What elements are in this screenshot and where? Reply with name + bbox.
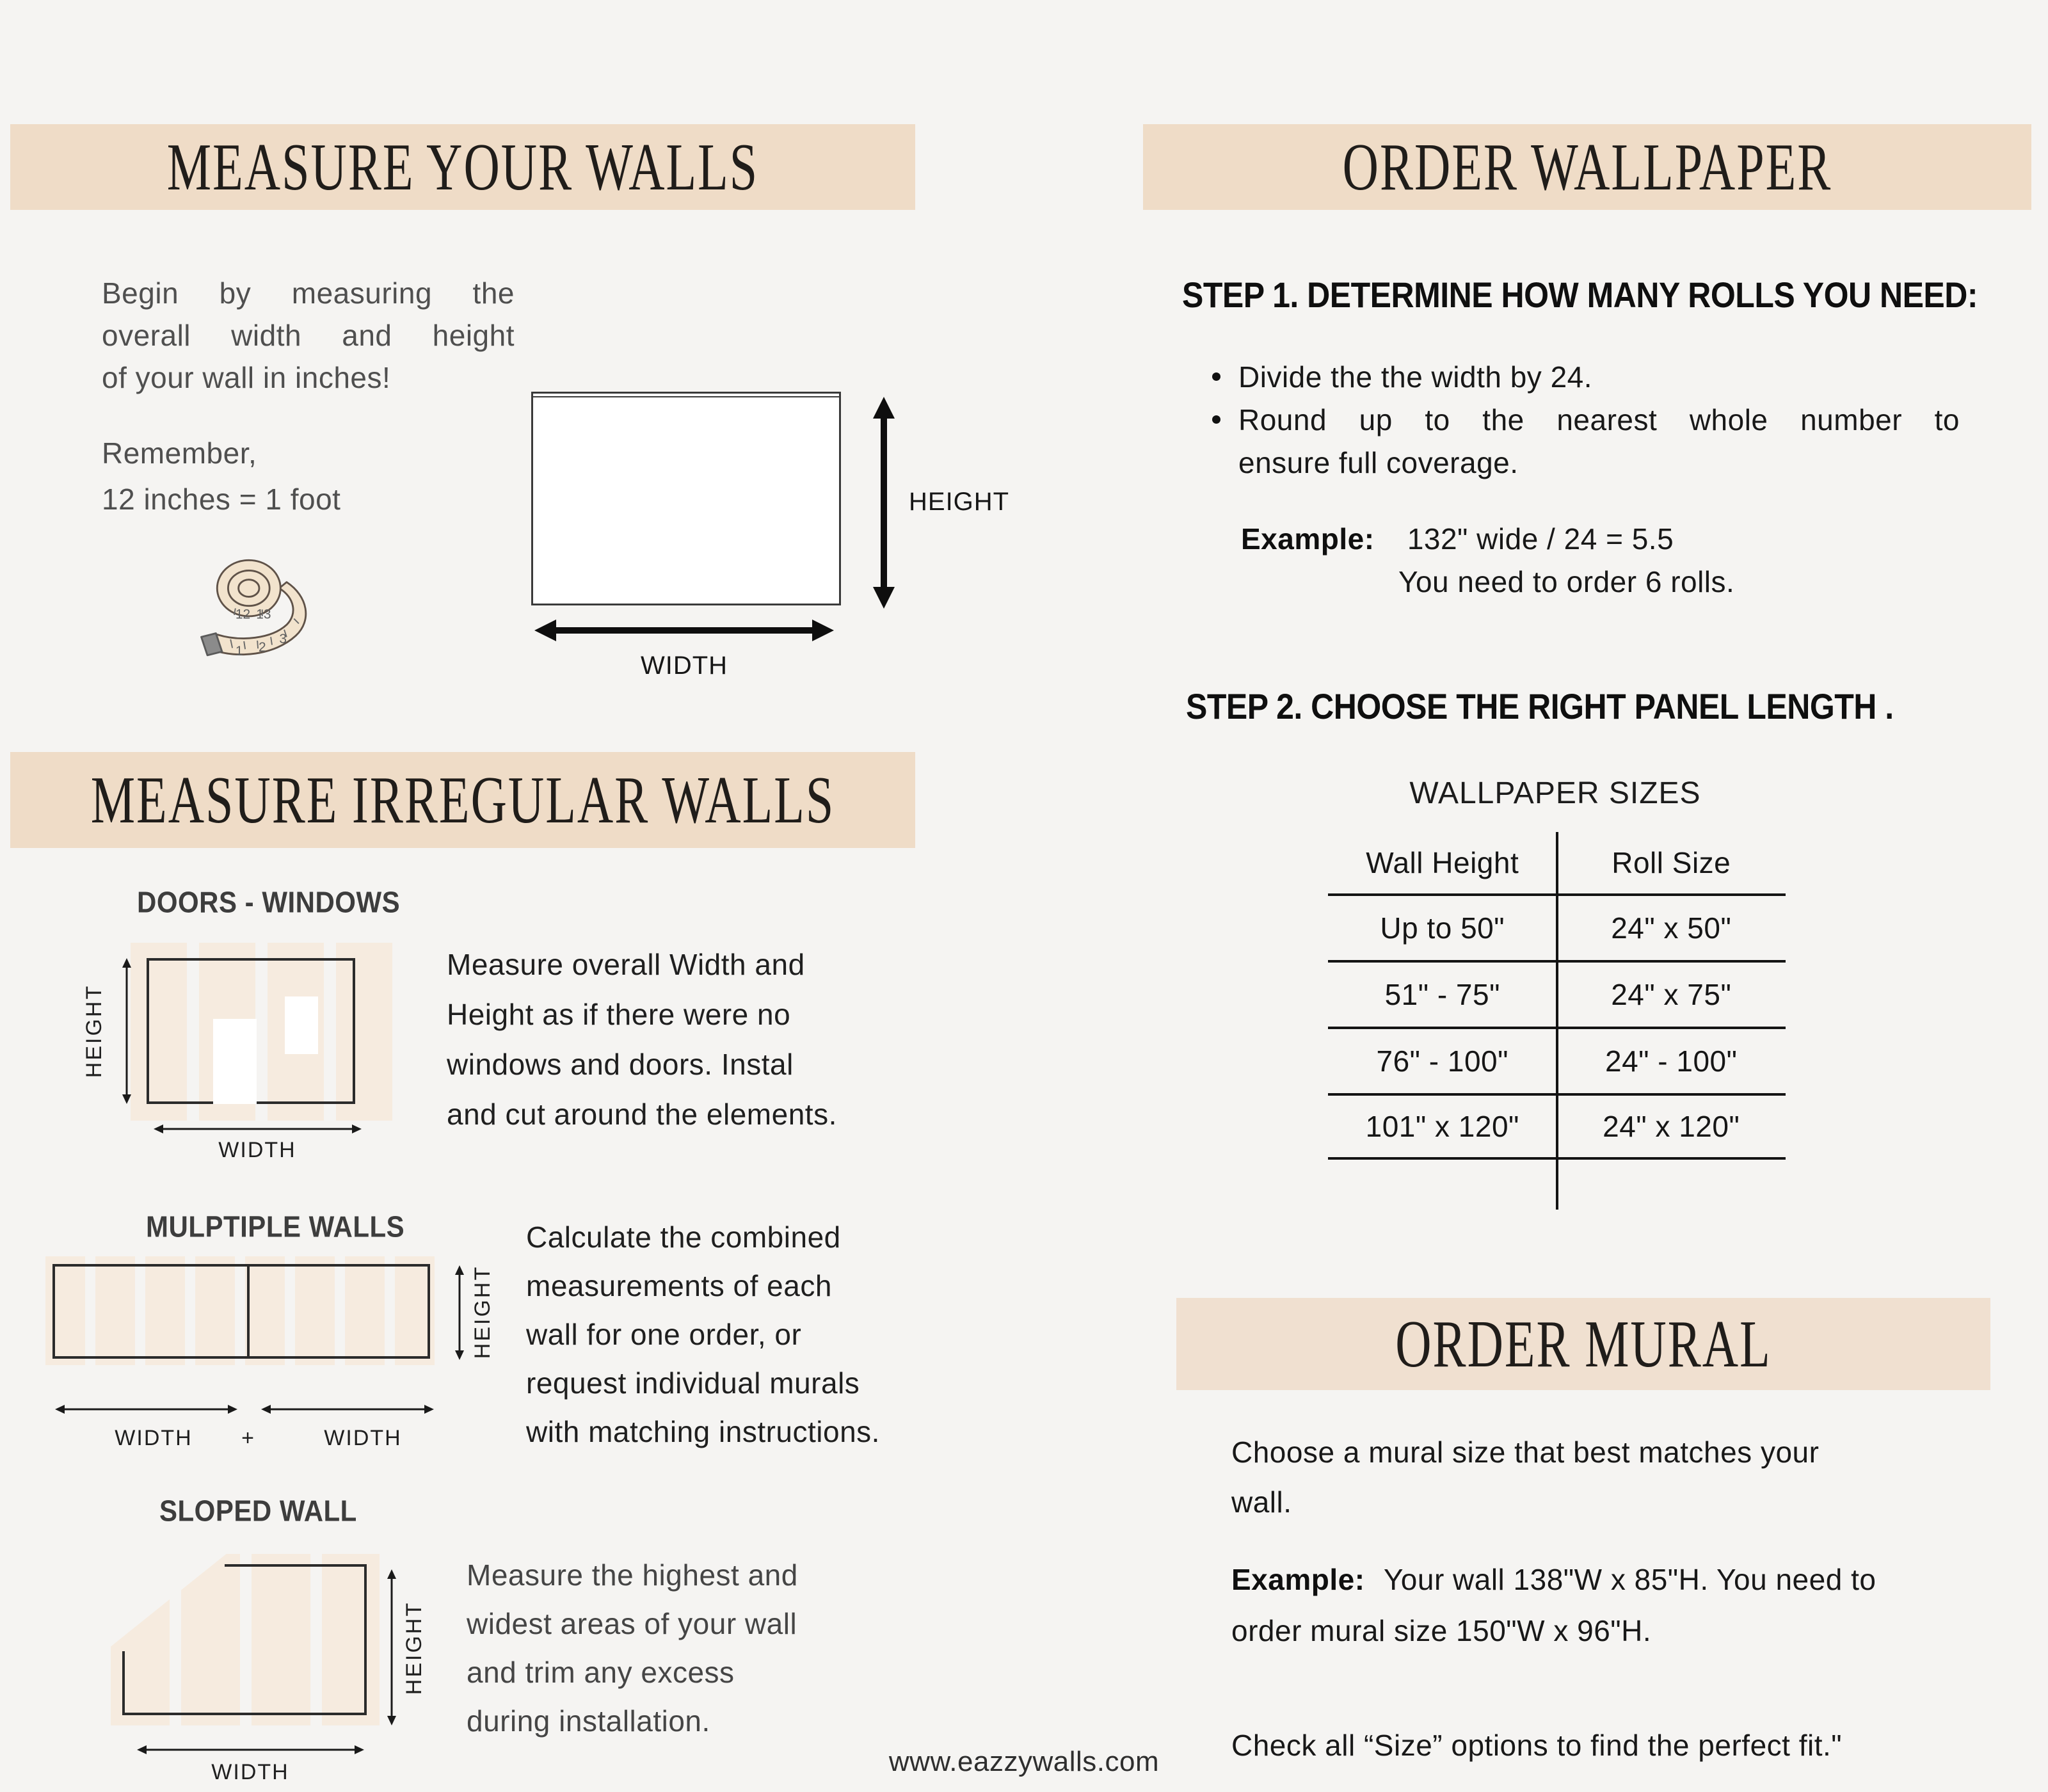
intro-line: overall width and height <box>102 319 515 352</box>
step2-heading: STEP 2. CHOOSE THE RIGHT PANEL LENGTH . <box>1186 686 1894 727</box>
width-label: WIDTH <box>218 1138 296 1162</box>
column-header: Wall Height <box>1366 846 1519 879</box>
table-cell: 76" - 100" <box>1376 1044 1508 1078</box>
svg-text:13: 13 <box>256 607 271 622</box>
text-line: Measure the highest and <box>467 1558 798 1592</box>
table-cell: 24" x 50" <box>1611 911 1732 945</box>
intro-line: Begin by measuring the <box>102 276 515 310</box>
example-text: order mural size 150"W x 96"H. <box>1231 1614 1652 1647</box>
height-arrow-icon <box>119 958 134 1104</box>
text-line: request individual murals <box>526 1366 860 1400</box>
bullet-dot-icon <box>1212 372 1220 381</box>
example-value: 132" wide / 24 = 5.5 <box>1407 522 1674 556</box>
bullet-item <box>1212 356 1967 399</box>
svg-text:2: 2 <box>259 640 266 655</box>
svg-text:3: 3 <box>279 631 287 646</box>
text-line: wall for one order, or <box>526 1318 802 1351</box>
mural-example <box>1231 1554 1987 1656</box>
example-line <box>1241 522 1674 556</box>
multiple-walls-text <box>526 1213 948 1456</box>
example-line: You need to order 6 rolls. <box>1398 565 1735 598</box>
example-label: Example: <box>1231 1563 1365 1596</box>
svg-text:1: 1 <box>235 643 243 659</box>
intro-line: of your wall in inches! <box>102 361 391 394</box>
wallpaper-sizes-table <box>1328 832 1786 1213</box>
order-wallpaper-banner <box>1143 124 2031 210</box>
mural-intro <box>1231 1427 1967 1527</box>
bullet-text <box>1238 399 1960 484</box>
tape-measure-icon <box>195 549 323 668</box>
wall-diagram-rect <box>531 392 841 605</box>
text-line: windows and doors. Instal <box>447 1048 794 1081</box>
sloped-wall-outline <box>111 1554 380 1725</box>
width-arrow-icon <box>261 1402 434 1417</box>
text-line: and cut around the elements. <box>447 1098 837 1131</box>
multiple-walls-heading: MULPTIPLE WALLS <box>146 1210 405 1244</box>
width-arrow-icon <box>533 616 835 645</box>
svg-text:12: 12 <box>235 607 251 622</box>
height-label: HEIGHT <box>82 984 106 1078</box>
text-line: Measure overall Width and <box>447 948 805 981</box>
width-arrow-icon <box>55 1402 237 1417</box>
height-arrow-icon <box>869 396 899 610</box>
bullet-text: Divide the the width by 24. <box>1238 360 1593 394</box>
text-line: wall. <box>1231 1485 1292 1519</box>
step1-heading: STEP 1. DETERMINE HOW MANY ROLLS YOU NEED: <box>1182 275 1978 316</box>
bullet-text-line: Round up to the nearest whole number to <box>1238 403 1960 436</box>
remember-line: Remember, <box>102 436 257 470</box>
text-line: Calculate the combined <box>526 1220 841 1254</box>
text-line: Choose a mural size that best matches your <box>1231 1436 1820 1469</box>
example-label: Example: <box>1241 522 1375 556</box>
table-divider-line <box>1556 832 1558 1210</box>
height-label: HEIGHT <box>470 1265 495 1359</box>
measure-walls-title: MEASURE YOUR WALLS <box>166 129 759 205</box>
table-cell: 24" - 100" <box>1605 1044 1738 1078</box>
width-label: WIDTH <box>640 652 728 680</box>
text-line: Height as if there were no <box>447 998 791 1031</box>
table-title: WALLPAPER SIZES <box>1409 776 1701 810</box>
plus-label: + <box>241 1426 255 1450</box>
width-label: WIDTH <box>324 1426 402 1450</box>
mural-check-note: Check all “Size” options to find the perfect fit." <box>1231 1729 1843 1762</box>
table-cell: 24" x 120" <box>1603 1110 1740 1143</box>
door-cutout <box>213 1019 257 1104</box>
column-header: Roll Size <box>1612 846 1731 879</box>
width-arrow-icon <box>154 1121 362 1137</box>
bullet-item <box>1212 399 1967 484</box>
height-arrow-icon <box>384 1569 399 1725</box>
website-url: www.eazzywalls.com <box>888 1746 1160 1777</box>
width-label: WIDTH <box>115 1426 193 1450</box>
multiple-walls-outline <box>52 1264 430 1359</box>
sloped-wall-text <box>467 1551 863 1745</box>
irregular-walls-title: MEASURE IRREGULAR WALLS <box>90 762 835 838</box>
bullet-text-line: ensure full coverage. <box>1238 446 1519 479</box>
table-cell: 51" - 75" <box>1384 978 1500 1011</box>
text-line: and trim any excess <box>467 1656 735 1689</box>
example-text: Your wall 138"W x 85"H. You need to <box>1383 1563 1876 1596</box>
bullet-dot-icon <box>1212 415 1220 424</box>
window-cutout <box>285 996 318 1054</box>
irregular-walls-banner <box>10 752 915 848</box>
text-line: measurements of each <box>526 1269 832 1302</box>
wall-divider-line <box>247 1267 250 1356</box>
height-label: HEIGHT <box>402 1601 426 1695</box>
table-cell: 101" x 120" <box>1365 1110 1519 1143</box>
remember-line: 12 inches = 1 foot <box>102 483 341 516</box>
measure-walls-intro <box>102 272 515 399</box>
table-cell: Up to 50" <box>1380 911 1505 945</box>
sloped-wall-heading: SLOPED WALL <box>159 1494 357 1528</box>
doors-windows-text <box>447 940 908 1139</box>
text-line: widest areas of your wall <box>467 1607 797 1640</box>
text-line: with matching instructions. <box>526 1415 880 1448</box>
order-mural-banner <box>1176 1298 1990 1390</box>
measure-walls-banner <box>10 124 915 210</box>
order-mural-title: ORDER MURAL <box>1395 1306 1772 1382</box>
doors-windows-heading: DOORS - WINDOWS <box>137 885 401 919</box>
height-arrow-icon <box>452 1265 467 1360</box>
order-wallpaper-title: ORDER WALLPAPER <box>1342 129 1832 205</box>
remember-note <box>102 430 515 522</box>
width-label: WIDTH <box>211 1760 289 1784</box>
text-line: during installation. <box>467 1704 710 1738</box>
height-label: HEIGHT <box>909 488 1010 516</box>
table-cell: 24" x 75" <box>1611 978 1732 1011</box>
width-arrow-icon <box>137 1742 364 1757</box>
